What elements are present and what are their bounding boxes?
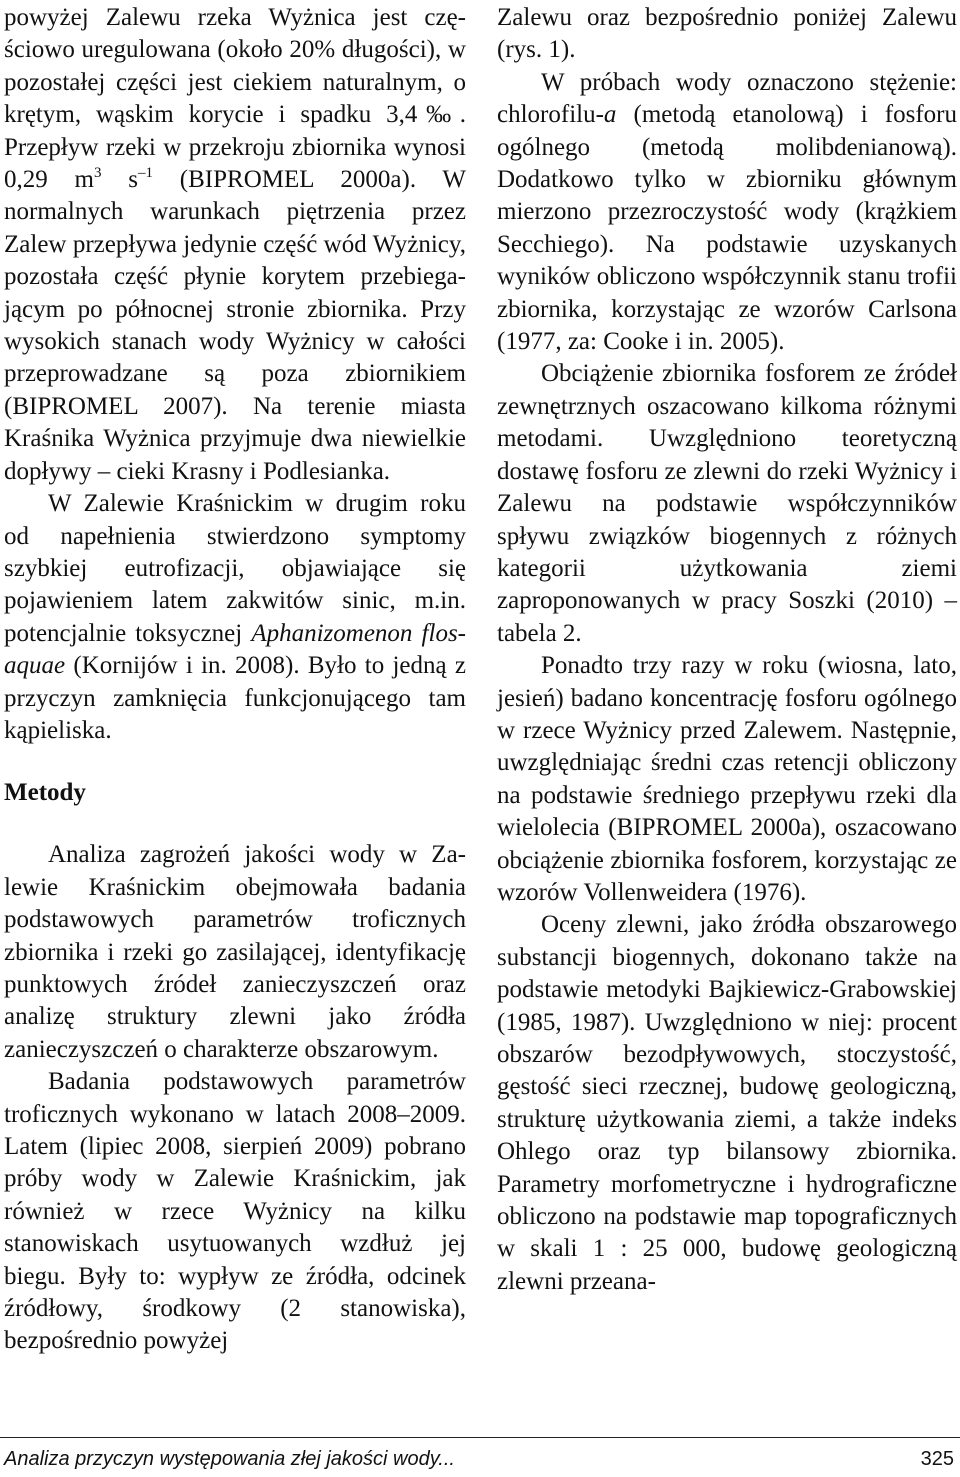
right-column (497, 2, 957, 1298)
superscript: –1 (138, 165, 154, 182)
species-name: Aphanizomenon flos-aquae (4, 619, 466, 680)
paragraph: Badania podstawowych parametrów troficznych wykonano w latach 2008–2009. Latem (lipiec 2008, sierpień 2009) pobrano próby wody w Zalewie Kraśnickim, jak również w rzece Wyżnicy na kilku stanowiskach usytuowanych wzdłuż jej biegu. Były to: wypływ ze źródła, odcinek źródłowy, środkowy (2 stanowiska), bezpośrednio powyżej (4, 1068, 466, 1355)
paragraph: Analiza zagrożeń jakości wody w Zalewie Kraśnickim obejmowała badania podstawowych parametrów troficznych zbiornika i rzeki go zasilającej, identyfikację punktowych źródeł zanieczyszczeń oraz analizę struktury zlewni jako źródła zanieczyszczeń o charakterze obszarowym. (4, 841, 466, 1063)
text-span: (BIPROMEL 2000a). W normalnych warunkach piętrzenia przez Zalew przepływa jedynie część wód Wyżnicy, pozostała część płynie korytem przebiegającym po północnej stronie zbiornika. Przy wysokich stanach wody Wyżnicy w całości przeprowadzane są poza zbiornikiem (BIPROMEL 2007). Na terenie miasta Kraśnika Wyżnica przyjmuje dwa niewielkie dopływy – cieki Krasny i Podlesianka. (4, 166, 466, 485)
paragraph (4, 2, 466, 488)
paragraph (497, 67, 957, 359)
page-number: 325 (920, 1448, 954, 1470)
text-span: W próbach wody oznaczono stężenie: chlorofilu- (497, 68, 957, 129)
text-span: (metodą etanolową) i fosforu ogólnego (metodą molibdenianową). Dodatkowo tylko w zbiorniku głównym mierzono przezroczystość wody (krążkiem Secchiego). Na podstawie uzyskanych wyników obliczono współczynnik stanu trofii zbiornika, korzystając ze wzorów Carlsona (1977, za: Cooke i in. 2005). (497, 101, 957, 356)
text-span: s (101, 166, 139, 194)
paragraph: Obciążenie zbiornika fosforem ze źródeł zewnętrznych oszacowano kilkoma różnymi metodami. Uwzględniono teoretyczną dostawę fosforu ze zlewni do rzeki Wyżnicy i Zalewu na podstawie współczynników spływu związków biogennych z różnych kategorii użytkowania ziemi zaproponowanych w pracy Soszki (2010) – tabela 2. (497, 360, 957, 647)
paragraph (4, 488, 466, 747)
paragraph: Ponadto trzy razy w roku (wiosna, lato, jesień) badano koncentrację fosforu ogólnego w rzece Wyżnicy przed Zalewem. Następnie, uwzględniając średni czas retencji obliczony na podstawie średniego przepływu rzeki dla wielolecia (BIPROMEL 2000a), oszacowano obciążenie zbiornika fosforem, korzystając ze wzorów Vollenweidera (1976). (497, 652, 957, 906)
text-span: powyżej Zalewu rzeka Wyżnica jest częściowo uregulowana (około 20% długości), w pozostałej części jest ciekiem naturalnym, o krętym, wąskim korycie i spadku 3,4‰. Przepływ rzeki w przekroju zbiornika wynosi 0,29 m (4, 4, 466, 194)
left-column (4, 2, 466, 1358)
text-span: (Kornijów i in. 2008). Było to jedną z przyczyn zamknięcia funkcjonującego tam kąpieliska. (4, 652, 466, 744)
section-heading: Metody (4, 779, 86, 807)
paragraph: Zalewu oraz bezpośrednio poniżej Zalewu (rys. 1). (497, 4, 957, 64)
italic-symbol: a (603, 101, 617, 129)
running-title: Analiza przyczyn występowania złej jakości wody... (4, 1448, 455, 1470)
footer-rule (0, 1437, 960, 1438)
paragraph: Oceny zlewni, jako źródła obszarowego substancji biogennych, dokonano także na podstawie metodyki Bajkiewicz-Grabowskiej (1985, 1987). Uwzględniono w niej: procent obszarów bezodpływowych, stoczystość, gęstość sieci rzecznej, budowę geologiczną, strukturę użytkowania ziemi, a także indeks Ohlego oraz typ bilansowy zbiornika. Parametry morfometryczne i hydrograficzne obliczono na podstawie map topograficznych w skali 1 : 25 000, budowę geologiczną zlewni przeana- (497, 911, 957, 1295)
superscript: 3 (93, 165, 102, 182)
text-span: W Zalewie Kraśnickim w drugim roku od napełnienia stwierdzono symptomy szybkiej eutrofizacji, objawiające się pojawieniem latem zakwitów sinic, m.in. potencjalnie toksycznej (4, 490, 466, 647)
